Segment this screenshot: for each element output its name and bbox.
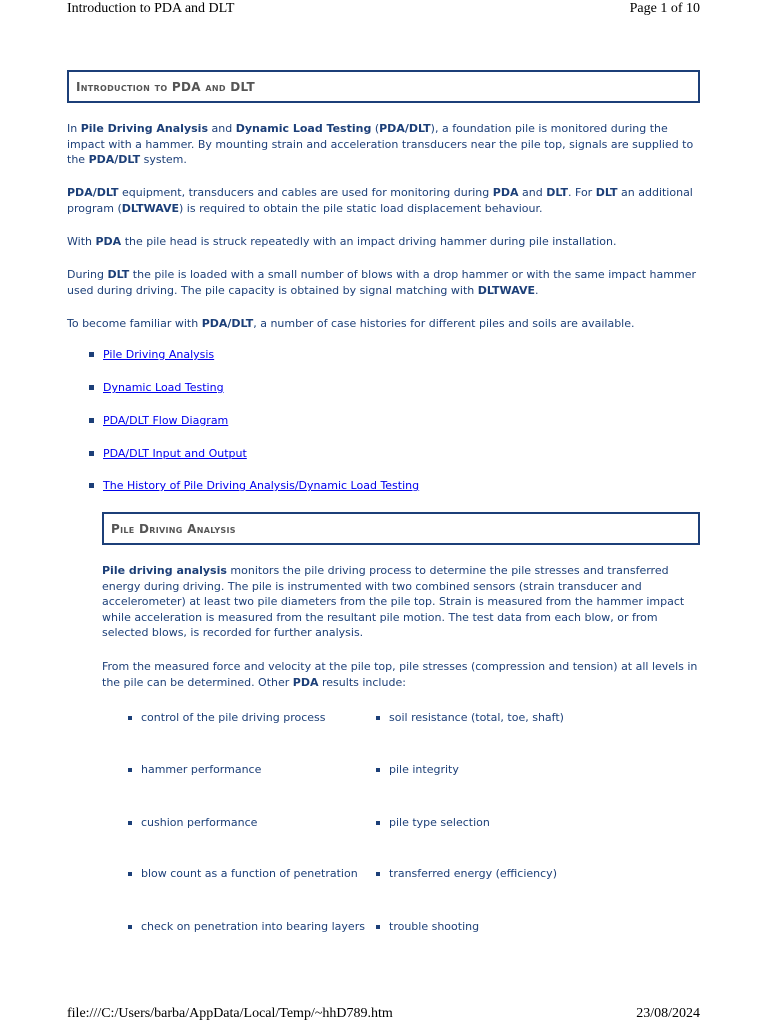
bold-term: DLT: [595, 186, 618, 199]
link-flow-diagram[interactable]: PDA/DLT Flow Diagram: [103, 414, 229, 427]
page-number: Page 1 of 10: [629, 1, 700, 16]
bold-term: Pile driving analysis: [102, 564, 227, 577]
section-heading-pile-driving-analysis: [102, 512, 700, 545]
bullet-icon: [376, 768, 380, 772]
result-text: hammer performance: [141, 763, 262, 776]
file-path: file:///C:/Users/barba/AppData/Local/Temp/~hhD789.htm: [67, 1006, 393, 1021]
result-text: control of the pile driving process: [141, 711, 326, 724]
list-item: [89, 348, 214, 361]
result-text: pile integrity: [389, 763, 459, 776]
bold-term: DLTWAVE: [477, 283, 535, 297]
bold-term: PDA/DLT: [379, 122, 431, 135]
bold-term: PDA/DLT: [201, 317, 254, 330]
list-item: [376, 711, 564, 724]
pda-paragraph-2: From the measured force and velocity at the pile top, pile stresses (compression and tension) at all levels in the pile can be determined. Other PDA results include:: [102, 660, 698, 689]
bullet-icon: [376, 872, 380, 876]
link-pile-driving-analysis[interactable]: Pile Driving Analysis: [103, 348, 215, 361]
list-item: [128, 920, 365, 933]
list-item: [128, 867, 358, 880]
section-title: Pile Driving Analysis: [111, 521, 236, 536]
bold-term: PDA/DLT: [88, 153, 141, 166]
bullet-icon: [89, 352, 94, 357]
bullet-icon: [128, 768, 132, 772]
intro-paragraph-1: In Pile Driving Analysis and Dynamic Load Testing (PDA/DLT), a foundation pile is monitored during the impact with a hammer. By mounting strain and acceleration transducers near the pile top, signals are supplied to the PDA/DLT system.: [67, 122, 694, 166]
bullet-icon: [128, 925, 132, 929]
section-title: Introduction to PDA and DLT: [76, 79, 255, 94]
list-item: [376, 763, 459, 776]
list-item: [89, 381, 224, 394]
bullet-icon: [89, 451, 94, 456]
print-date: 23/08/2024: [636, 1006, 700, 1021]
result-text: soil resistance (total, toe, shaft): [389, 711, 564, 724]
bold-term: Dynamic Load Testing: [235, 122, 372, 135]
link-dynamic-load-testing[interactable]: Dynamic Load Testing: [103, 381, 224, 394]
bold-term: PDA: [292, 675, 319, 689]
pda-paragraph-1: Pile driving analysis monitors the pile driving process to determine the pile stresses and transferred energy during driving. The pile is instrumented with two combined sensors (strain transducer and accelerometer) at least two pile diameters from the pile top. Strain is measured from the hammer impact while acceleration is measured from the resultant pile motion. The test data from each blow, or from selected blows, is recorded for further analysis.: [102, 564, 685, 639]
list-item: [128, 763, 261, 776]
result-text: blow count as a function of penetration: [141, 867, 358, 880]
bullet-icon: [128, 872, 132, 876]
section-heading-introduction: [67, 70, 700, 103]
intro-paragraph-3: With PDA the pile head is struck repeatedly with an impact driving hammer during pile installation.: [67, 235, 617, 248]
bullet-icon: [89, 483, 94, 488]
list-item: [89, 414, 228, 427]
bold-term: DLT: [546, 186, 569, 199]
result-text: pile type selection: [389, 816, 490, 829]
bold-term: PDA: [95, 235, 122, 248]
link-history[interactable]: The History of Pile Driving Analysis/Dynamic Load Testing: [103, 479, 420, 492]
intro-paragraph-4: During DLT the pile is loaded with a small number of blows with a drop hammer or with the same impact hammer used during driving. The pile capacity is obtained by signal matching with DLTWAVE.: [67, 268, 696, 297]
intro-paragraph-2: PDA/DLT equipment, transducers and cables are used for monitoring during PDA and DLT. For DLT an additional program (DLTWAVE) is required to obtain the pile static load displacement behaviour.: [67, 186, 693, 215]
bullet-icon: [376, 925, 380, 929]
bold-term: Pile Driving Analysis: [80, 122, 208, 135]
bullet-icon: [89, 385, 94, 390]
result-text: transferred energy (efficiency): [389, 867, 557, 880]
list-item: [376, 920, 479, 933]
result-text: cushion performance: [141, 816, 258, 829]
bullet-icon: [128, 716, 132, 720]
result-text: check on penetration into bearing layers: [141, 920, 365, 933]
bold-term: DLTWAVE: [121, 201, 180, 215]
intro-paragraph-5: To become familiar with PDA/DLT, a number of case histories for different piles and soils are available.: [67, 317, 635, 330]
print-header: [67, 1, 700, 17]
print-footer: [67, 1006, 700, 1022]
bullet-icon: [128, 821, 132, 825]
list-item: [89, 479, 419, 492]
bold-term: PDA/DLT: [67, 186, 119, 199]
bullet-icon: [376, 821, 380, 825]
list-item: [128, 816, 257, 829]
link-input-output[interactable]: PDA/DLT Input and Output: [103, 447, 247, 460]
list-item: [89, 447, 247, 460]
bold-term: DLT: [107, 268, 130, 281]
list-item: [128, 711, 325, 724]
list-item: [376, 816, 490, 829]
result-text: trouble shooting: [389, 920, 480, 933]
bold-term: PDA: [492, 186, 519, 199]
bullet-icon: [376, 716, 380, 720]
list-item: [376, 867, 557, 880]
header-title: Introduction to PDA and DLT: [67, 1, 235, 16]
bullet-icon: [89, 418, 94, 423]
